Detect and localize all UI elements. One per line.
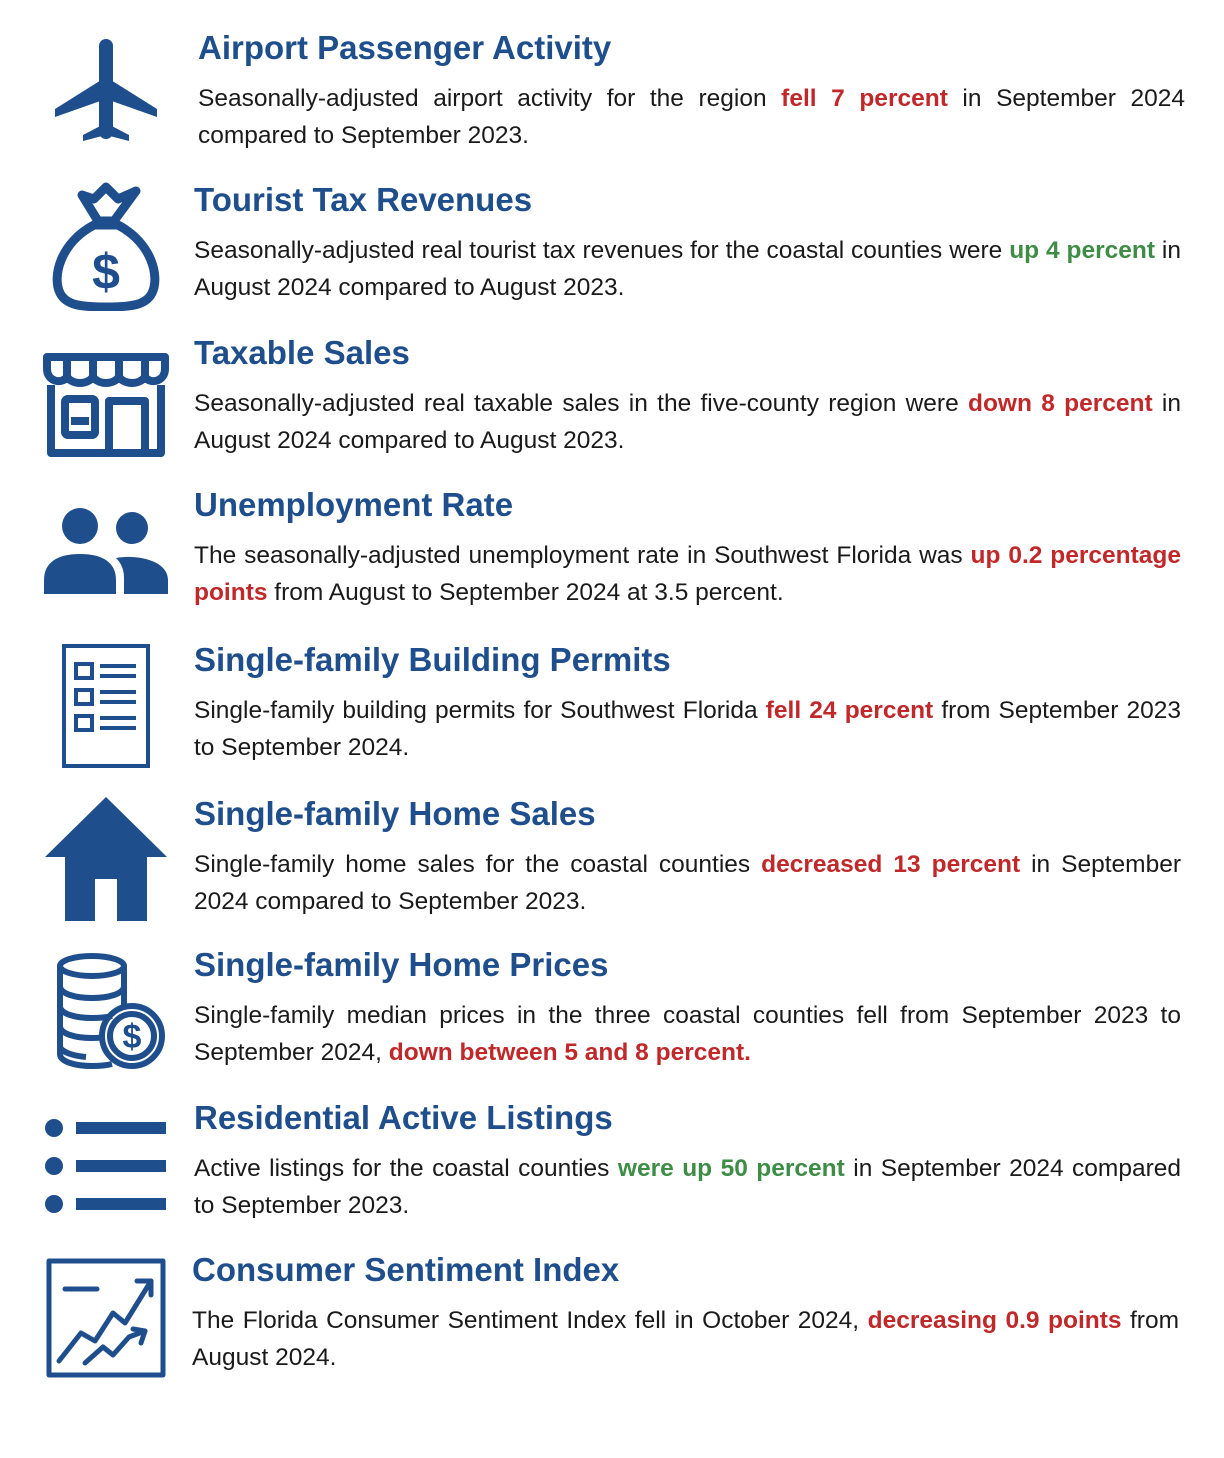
indicator-description <box>194 846 1181 920</box>
description-text: Seasonally-adjusted real taxable sales in the five-county region were <box>194 390 968 417</box>
indicator-title: Single-family Building Permits <box>194 641 671 678</box>
indicator-title: Residential Active Listings <box>194 1099 613 1136</box>
description-text: The Florida Consumer Sentiment Index fell in October 2024, <box>192 1307 868 1334</box>
description-text: Active listings for the coastal counties <box>194 1155 618 1182</box>
description-text: Single-family home sales for the coastal counties <box>194 851 762 878</box>
indicator-content <box>194 945 1181 1071</box>
highlight-change: decreased 13 percent <box>761 851 1021 878</box>
indicator-taxable-sales <box>0 325 1224 475</box>
indicator-description <box>194 232 1181 306</box>
bullet-list-icon <box>38 1096 174 1232</box>
description-text: in August 2024 compared to August 2023. <box>194 390 1181 454</box>
indicator-title: Single-family Home Sales <box>194 795 596 832</box>
people-icon <box>38 483 174 619</box>
indicator-content <box>194 640 1181 766</box>
description-text: in August 2024 compared to August 2023. <box>194 237 1181 301</box>
indicator-active-listings <box>0 1090 1224 1240</box>
indicator-title: Consumer Sentiment Index <box>192 1251 620 1288</box>
indicator-description <box>194 692 1181 766</box>
indicator-content <box>194 485 1181 611</box>
indicator-content <box>194 1098 1181 1224</box>
indicator-airport-passenger-activity <box>0 20 1224 170</box>
description-text: Single-family building permits for Southwest Florida <box>194 697 766 724</box>
highlight-change: fell 7 percent <box>781 85 948 112</box>
indicator-description <box>198 80 1185 154</box>
checklist-document-icon <box>38 638 174 774</box>
svg-text:$: $ <box>122 1018 142 1056</box>
indicator-home-prices <box>0 937 1224 1087</box>
indicator-description <box>192 1302 1179 1376</box>
description-text: Seasonally-adjusted real tourist tax revenues for the coastal counties were <box>194 237 1010 264</box>
highlight-change: decreasing 0.9 points <box>867 1307 1122 1334</box>
indicator-description <box>194 537 1181 611</box>
indicator-description <box>194 1150 1181 1224</box>
description-text: in September 2024 compared to September 2023. <box>194 1155 1181 1219</box>
indicator-tourist-tax-revenues <box>0 172 1224 322</box>
coin-stack-icon <box>38 943 174 1079</box>
description-text: in September 2024 compared to September 2023. <box>194 851 1181 915</box>
description-text: from August to September 2024 at 3.5 percent. <box>267 579 784 606</box>
svg-text:$: $ <box>92 244 120 300</box>
highlight-change: up 0.2 percentage points <box>194 542 1181 606</box>
indicator-content <box>194 180 1181 306</box>
description-text: from August 2024. <box>192 1307 1179 1371</box>
indicator-home-sales <box>0 786 1224 936</box>
highlight-change: were up 50 percent <box>617 1155 845 1182</box>
highlight-change: up 4 percent <box>1009 237 1156 264</box>
indicator-content <box>192 1250 1179 1376</box>
indicator-title: Airport Passenger Activity <box>198 29 612 66</box>
highlight-change: down between 5 and 8 percent. <box>388 1039 751 1066</box>
indicator-content <box>194 333 1181 459</box>
money-bag-icon <box>38 178 174 314</box>
indicator-unemployment-rate <box>0 477 1224 627</box>
indicator-description <box>194 997 1181 1071</box>
description-text: in September 2024 compared to September 2023. <box>198 85 1186 149</box>
description-text: Single-family median prices in the three coastal counties fell from September 2023 to September 2024, <box>194 1002 1181 1066</box>
indicator-description <box>194 385 1181 459</box>
description-text: Seasonally-adjusted airport activity for the region <box>198 85 782 112</box>
indicator-consumer-sentiment-index <box>0 1242 1224 1392</box>
indicator-building-permits <box>0 632 1224 782</box>
airplane-icon <box>38 24 174 160</box>
storefront-icon <box>38 329 174 465</box>
highlight-change: fell 24 percent <box>765 697 934 724</box>
indicator-title: Tourist Tax Revenues <box>194 181 533 218</box>
indicator-title: Taxable Sales <box>194 334 410 371</box>
indicator-title: Unemployment Rate <box>194 486 514 523</box>
description-text: from September 2023 to September 2024. <box>194 697 1181 761</box>
indicator-content <box>198 28 1185 154</box>
indicator-content <box>194 794 1181 920</box>
highlight-change: down 8 percent <box>968 390 1153 417</box>
trend-chart-icon <box>38 1250 174 1386</box>
house-icon <box>38 790 174 926</box>
indicator-title: Single-family Home Prices <box>194 946 609 983</box>
description-text: The seasonally-adjusted unemployment rate in Southwest Florida was <box>194 542 971 569</box>
